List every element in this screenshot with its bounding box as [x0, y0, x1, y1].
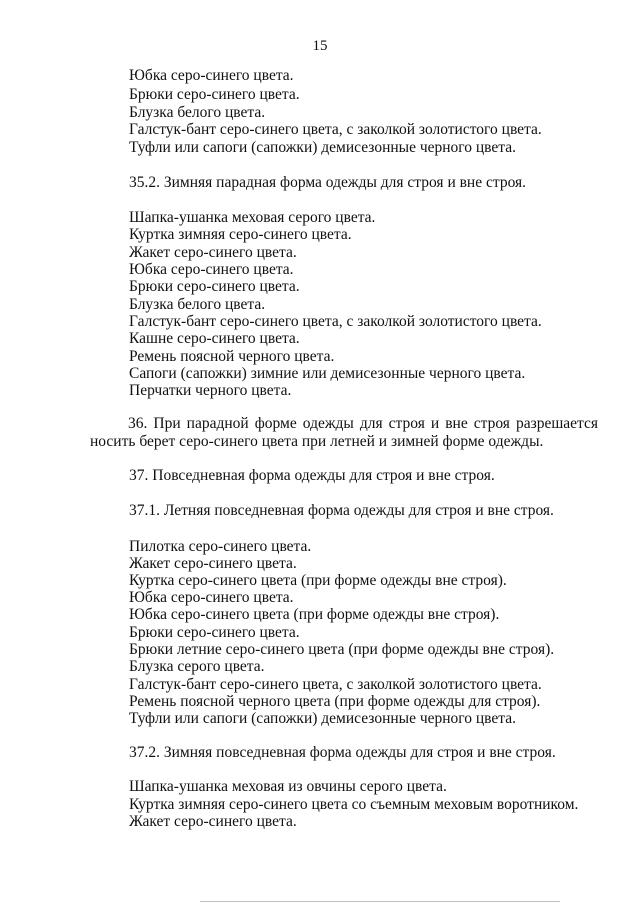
list-item: Брюки серо-синего цвета.: [129, 278, 300, 295]
list-item: Брюки серо-синего цвета.: [129, 624, 300, 641]
paragraph-36: [90, 415, 598, 451]
list-item: Брюки серо-синего цвета.: [129, 86, 300, 103]
list-item: Куртка зимняя серо-синего цвета со съемным меховым воротником.: [129, 796, 579, 813]
list-item: Жакет серо-синего цвета.: [129, 555, 297, 572]
list-item: Блузка белого цвета.: [129, 296, 266, 313]
list-item: Шапка-ушанка меховая из овчины серого цвета.: [129, 778, 447, 795]
list-item: Сапоги (сапожки) зимние или демисезонные черного цвета.: [129, 365, 526, 382]
bottom-edge-rule: [200, 901, 560, 902]
list-item: Галстук-бант серо-синего цвета, с заколкой золотистого цвета.: [129, 676, 542, 693]
list-item: Пилотка серо-синего цвета.: [129, 538, 312, 555]
page-number: 15: [312, 38, 328, 54]
list-item: Блузка серого цвета.: [129, 658, 265, 675]
list-item: Юбка серо-синего цвета.: [129, 589, 294, 606]
list-item: Галстук-бант серо-синего цвета, с заколкой золотистого цвета.: [129, 121, 542, 138]
list-item: Блузка белого цвета.: [129, 104, 266, 121]
list-item: Юбка серо-синего цвета.: [129, 67, 294, 84]
section-heading: 37.2. Зимняя повседневная форма одежды для строя и вне строя.: [129, 744, 556, 761]
list-item: Туфли или сапоги (сапожки) демисезонные черного цвета.: [129, 710, 517, 727]
list-item: Жакет серо-синего цвета.: [129, 244, 297, 261]
section-heading: 37.1. Летняя повседневная форма одежды для строя и вне строя.: [129, 502, 554, 519]
list-item: Галстук-бант серо-синего цвета, с заколкой золотистого цвета.: [129, 313, 542, 330]
section-heading: 35.2. Зимняя парадная форма одежды для строя и вне строя.: [129, 174, 527, 191]
list-item: Юбка серо-синего цвета (при форме одежды вне строя).: [129, 606, 500, 623]
list-item: Брюки летние серо-синего цвета (при форме одежды вне строя).: [129, 641, 555, 658]
paragraph-line: 36. При парадной форме одежды для строя и вне строя разрешается: [128, 415, 598, 432]
section-heading: 37. Повседневная форма одежды для строя и вне строя.: [129, 467, 495, 484]
list-item: Ремень поясной черного цвета (при форме одежды для строя).: [129, 693, 541, 710]
list-item: Шапка-ушанка меховая серого цвета.: [129, 209, 376, 226]
list-item: Куртка серо-синего цвета (при форме одежды вне строя).: [129, 572, 507, 589]
list-item: Туфли или сапоги (сапожки) демисезонные черного цвета.: [129, 139, 517, 156]
list-item: Куртка зимняя серо-синего цвета.: [129, 226, 352, 243]
list-item: Юбка серо-синего цвета.: [129, 261, 294, 278]
list-item: Ремень поясной черного цвета.: [129, 348, 335, 365]
list-item: Перчатки черного цвета.: [129, 382, 292, 399]
paragraph-line: носить берет серо-синего цвета при летней и зимней форме одежды.: [90, 433, 544, 450]
list-item: Кашне серо-синего цвета.: [129, 330, 300, 347]
list-item: Жакет серо-синего цвета.: [129, 813, 297, 830]
